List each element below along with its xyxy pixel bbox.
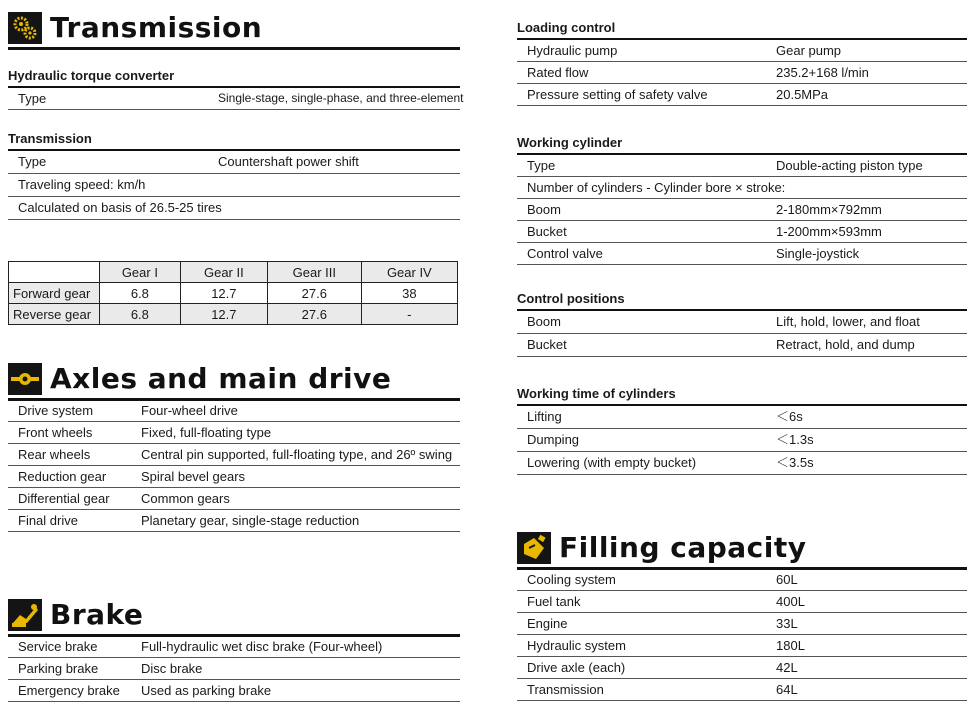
spec-value: Single-joystick bbox=[776, 246, 860, 261]
gear-row-label: Forward gear bbox=[9, 283, 100, 304]
spec-row bbox=[8, 680, 460, 702]
spec-value: 1-200mm×593mm bbox=[776, 224, 882, 239]
spec-label: Lifting bbox=[527, 409, 562, 424]
spec-row bbox=[8, 400, 460, 422]
gears-icon bbox=[8, 12, 42, 44]
spec-value: 180L bbox=[776, 638, 805, 653]
torque-converter-block bbox=[8, 68, 464, 110]
spec-label: Emergency brake bbox=[18, 683, 120, 698]
spec-value: ＜1.3s bbox=[776, 432, 814, 447]
spec-value: Spiral bevel gears bbox=[141, 469, 246, 484]
brake-section-header bbox=[8, 596, 460, 637]
spec-value: Lift, hold, lower, and float bbox=[776, 314, 920, 329]
axles-section-header bbox=[8, 360, 460, 401]
spec-label: Boom bbox=[527, 314, 561, 329]
spec-label: Bucket bbox=[527, 337, 567, 352]
spec-row bbox=[8, 444, 460, 466]
spec-row bbox=[517, 591, 967, 613]
spec-label: Bucket bbox=[527, 224, 567, 239]
spec-value: Retract, hold, and dump bbox=[776, 337, 915, 352]
spec-value: Used as parking brake bbox=[141, 683, 272, 698]
spec-label: Service brake bbox=[18, 639, 98, 654]
spec-label: Final drive bbox=[18, 513, 78, 528]
spec-row bbox=[8, 488, 460, 510]
spec-value: Fixed, full-floating type bbox=[141, 425, 272, 440]
spec-row bbox=[517, 84, 967, 106]
gear-table-header: Gear I bbox=[100, 262, 181, 283]
spec-label: Type bbox=[527, 158, 556, 173]
spec-row bbox=[517, 613, 967, 635]
spec-value: 60L bbox=[776, 572, 798, 587]
gear-table-row bbox=[9, 304, 458, 325]
gear-table-header: Gear IV bbox=[361, 262, 457, 283]
spec-value: Full-hydraulic wet disc brake (Four-wheel) bbox=[141, 639, 383, 654]
spec-label: Transmission bbox=[527, 682, 604, 697]
spec-row bbox=[8, 88, 464, 110]
spec-row bbox=[517, 429, 967, 452]
working-time-heading: Working time of cylinders bbox=[517, 386, 967, 406]
axles-title: Axles and main drive bbox=[50, 362, 392, 395]
spec-label: Parking brake bbox=[18, 661, 99, 676]
spec-label: Lowering (with empty bucket) bbox=[527, 455, 697, 470]
spec-value: Four-wheel drive bbox=[141, 403, 238, 418]
brake-pedal-icon bbox=[8, 599, 42, 631]
spec-row bbox=[517, 334, 967, 357]
spec-label: Number of cylinders - Cylinder bore × stroke: bbox=[527, 180, 786, 195]
transmission-section-header bbox=[8, 9, 460, 50]
spec-row bbox=[517, 40, 967, 62]
axles-rows bbox=[8, 400, 460, 532]
spec-label: Type bbox=[18, 91, 47, 106]
spec-row bbox=[8, 197, 460, 220]
gear-cell: 27.6 bbox=[267, 304, 361, 325]
gear-table-corner bbox=[9, 262, 100, 283]
gear-cell: 6.8 bbox=[100, 304, 181, 325]
spec-label: Hydraulic system bbox=[527, 638, 626, 653]
spec-value: 42L bbox=[776, 660, 798, 675]
spec-row bbox=[517, 311, 967, 334]
gear-table-header-row bbox=[9, 262, 458, 283]
gear-cell: 27.6 bbox=[267, 283, 361, 304]
spec-row bbox=[517, 406, 967, 429]
gear-row-label: Reverse gear bbox=[9, 304, 100, 325]
control-positions-heading: Control positions bbox=[517, 291, 967, 311]
control-positions-block bbox=[517, 291, 967, 357]
spec-value: 64L bbox=[776, 682, 798, 697]
spec-label: Front wheels bbox=[18, 425, 93, 440]
spec-label: Cooling system bbox=[527, 572, 616, 587]
spec-row bbox=[8, 174, 460, 197]
spec-row bbox=[517, 243, 967, 265]
spec-label: Reduction gear bbox=[18, 469, 107, 484]
spec-row bbox=[8, 658, 460, 680]
spec-row bbox=[8, 422, 460, 444]
spec-row bbox=[8, 636, 460, 658]
spec-row bbox=[517, 62, 967, 84]
spec-row bbox=[517, 635, 967, 657]
spec-label: Type bbox=[18, 154, 47, 169]
transmission-title: Transmission bbox=[50, 11, 263, 44]
loading-control-heading: Loading control bbox=[517, 20, 967, 40]
spec-label: Boom bbox=[527, 202, 561, 217]
spec-label: Drive axle (each) bbox=[527, 660, 626, 675]
spec-value: 2-180mm×792mm bbox=[776, 202, 882, 217]
spec-label: Fuel tank bbox=[527, 594, 581, 609]
working-cylinder-heading: Working cylinder bbox=[517, 135, 967, 155]
spec-row bbox=[517, 679, 967, 701]
spec-label: Rear wheels bbox=[18, 447, 91, 462]
axle-icon bbox=[8, 363, 42, 395]
spec-value: Common gears bbox=[141, 491, 230, 506]
filling-rows bbox=[517, 569, 967, 701]
spec-label: Engine bbox=[527, 616, 568, 631]
spec-value: 20.5MPa bbox=[776, 87, 829, 102]
torque-converter-heading: Hydraulic torque converter bbox=[8, 68, 460, 88]
spec-label: Dumping bbox=[527, 432, 580, 447]
spec-row bbox=[517, 177, 967, 199]
spec-value: ＜3.5s bbox=[776, 455, 814, 470]
spec-label: Calculated on basis of 26.5-25 tires bbox=[18, 200, 222, 215]
filling-section-header bbox=[517, 529, 967, 570]
spec-value: Single-stage, single-phase, and three-element bbox=[218, 91, 464, 105]
spec-value: Double-acting piston type bbox=[776, 158, 923, 173]
spec-value: 33L bbox=[776, 616, 798, 631]
gear-cell: 38 bbox=[361, 283, 457, 304]
brake-rows bbox=[8, 636, 460, 702]
spec-value: Countershaft power shift bbox=[218, 154, 359, 169]
spec-label: Drive system bbox=[18, 403, 94, 418]
spec-value: Planetary gear, single-stage reduction bbox=[141, 513, 360, 528]
spec-label: Differential gear bbox=[18, 491, 110, 506]
gear-table-header: Gear III bbox=[267, 262, 361, 283]
spec-row bbox=[517, 221, 967, 243]
spec-row bbox=[517, 452, 967, 475]
transmission-sub-heading: Transmission bbox=[8, 131, 460, 151]
spec-row bbox=[8, 151, 460, 174]
gear-table-row bbox=[9, 283, 458, 304]
gear-table-header: Gear II bbox=[180, 262, 267, 283]
gear-speed-table bbox=[8, 261, 458, 325]
gear-cell: 12.7 bbox=[180, 304, 267, 325]
working-cylinder-block bbox=[517, 135, 967, 265]
spec-label: Traveling speed: km/h bbox=[18, 177, 146, 192]
spec-label: Rated flow bbox=[527, 65, 589, 80]
spec-row bbox=[8, 510, 460, 532]
spec-row bbox=[8, 466, 460, 488]
filling-title: Filling capacity bbox=[559, 531, 807, 564]
working-time-block bbox=[517, 386, 967, 475]
fuel-can-icon bbox=[517, 532, 551, 564]
spec-value: 400L bbox=[776, 594, 805, 609]
loading-control-block bbox=[517, 20, 967, 106]
spec-label: Pressure setting of safety valve bbox=[527, 87, 708, 102]
spec-value: Disc brake bbox=[141, 661, 203, 676]
gear-cell: 12.7 bbox=[180, 283, 267, 304]
spec-label: Hydraulic pump bbox=[527, 43, 618, 58]
gear-cell: 6.8 bbox=[100, 283, 181, 304]
spec-row bbox=[517, 155, 967, 177]
spec-value: 235.2+168 l/min bbox=[776, 65, 869, 80]
spec-row bbox=[517, 657, 967, 679]
spec-value: ＜6s bbox=[776, 409, 803, 424]
spec-label: Control valve bbox=[527, 246, 603, 261]
spec-row bbox=[517, 199, 967, 221]
spec-value: Central pin supported, full-floating type, and 26º swing bbox=[141, 447, 453, 462]
spec-value: Gear pump bbox=[776, 43, 842, 58]
spec-row bbox=[517, 569, 967, 591]
brake-title: Brake bbox=[50, 598, 144, 631]
transmission-sub-block bbox=[8, 131, 460, 220]
gear-cell: - bbox=[361, 304, 457, 325]
